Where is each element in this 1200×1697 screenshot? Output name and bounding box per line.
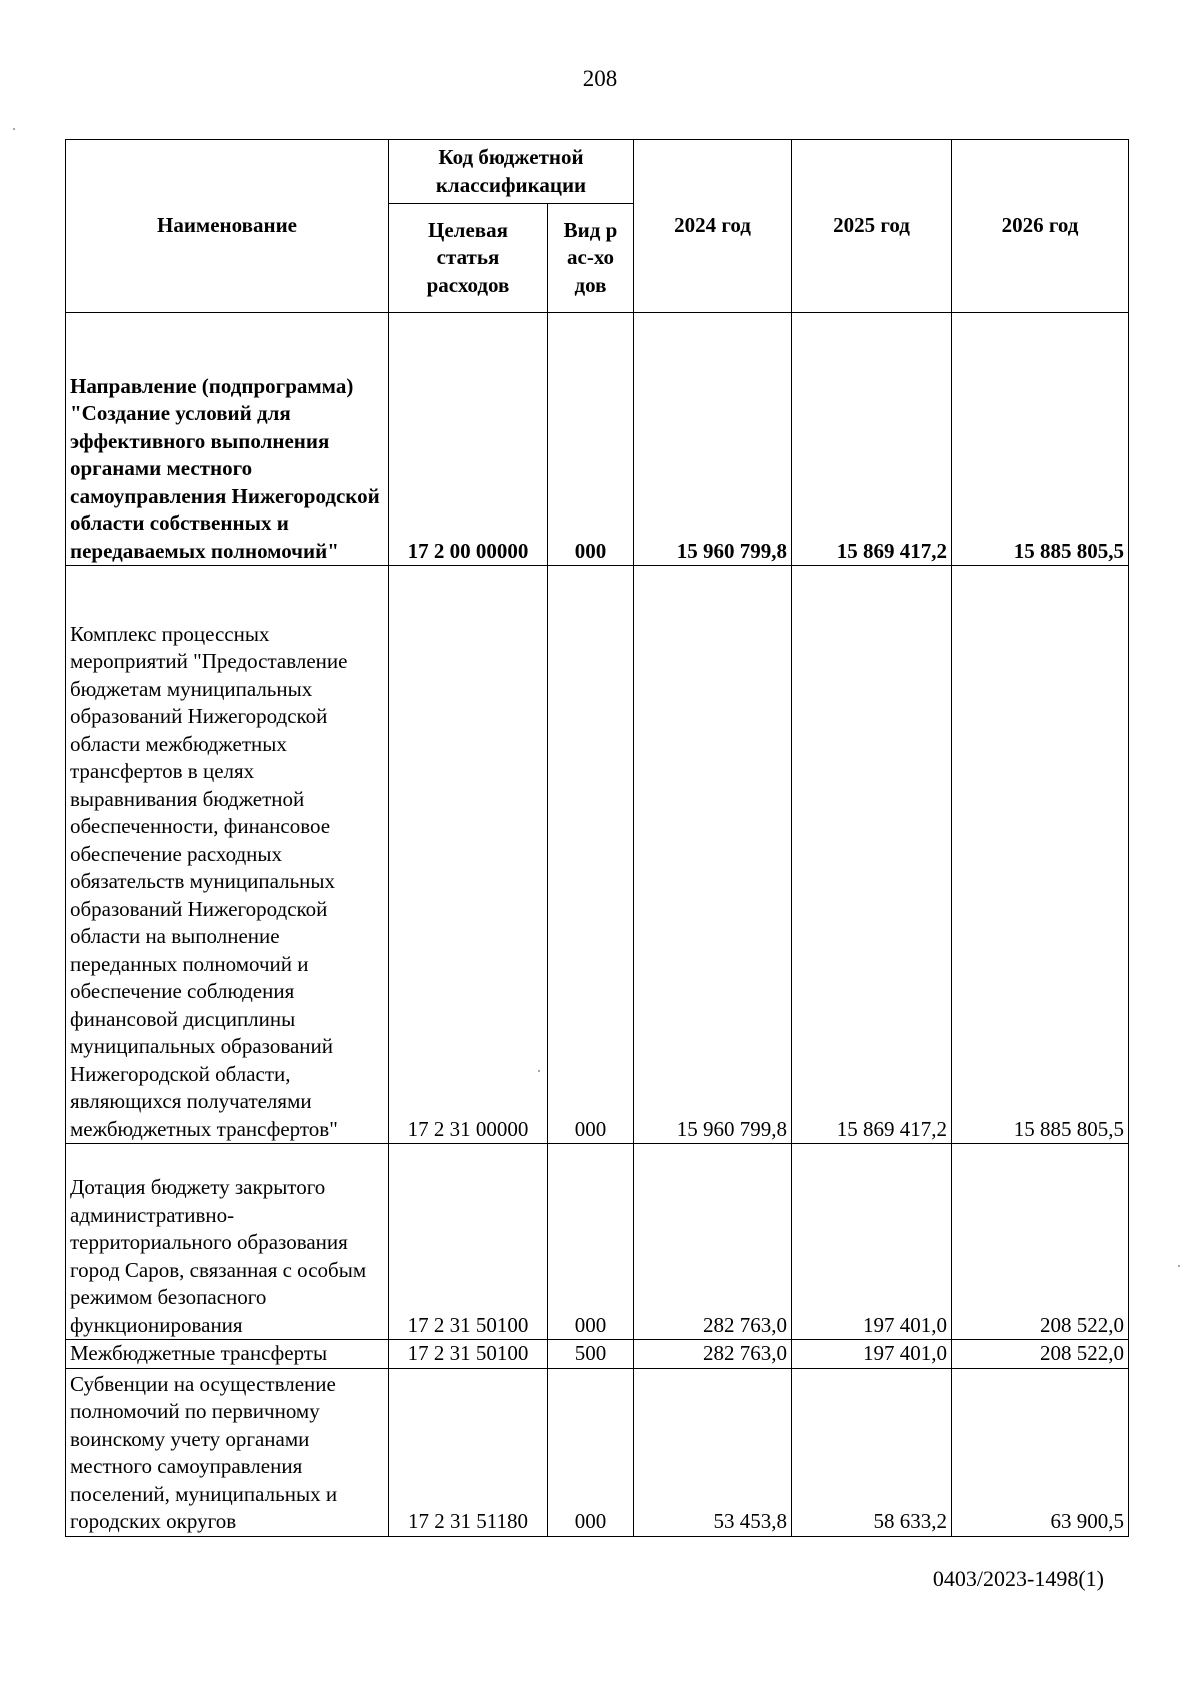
row-expense-type: 000	[548, 1144, 634, 1340]
row-2026: 15 885 805,5	[952, 566, 1129, 1144]
row-2025: 15 869 417,2	[792, 313, 952, 566]
table-row	[66, 1340, 1129, 1369]
row-expense-type: 500	[548, 1340, 634, 1369]
row-name: Дотация бюджету закрытого административно-территориального образования город Саров, связанная с особым режимом безопасного функционирования	[66, 1144, 389, 1340]
row-2026: 63 900,5	[952, 1368, 1129, 1536]
header-expense-type: Вид рас-ходов	[548, 204, 634, 313]
row-expense-type: 000	[548, 313, 634, 566]
row-expense-type: 000	[548, 1368, 634, 1536]
row-2024: 53 453,8	[634, 1368, 792, 1536]
row-2025: 58 633,2	[792, 1368, 952, 1536]
header-name: Наименование	[66, 140, 389, 313]
row-2026: 208 522,0	[952, 1340, 1129, 1369]
row-2024: 15 960 799,8	[634, 313, 792, 566]
row-2024: 282 763,0	[634, 1144, 792, 1340]
table-row	[66, 1368, 1129, 1536]
header-target-article: Целевая статья расходов	[389, 204, 548, 313]
row-name: Комплекс процессных мероприятий "Предоставление бюджетам муниципальных образований Нижегородской области межбюджетных трансфертов в целях выравнивания бюджетной обеспеченности, финансовое обеспечение расходных обязательств муниципальных образований Нижегородской области на выполнение переданных полномочий и обеспечение соблюдения финансовой дисциплины муниципальных образований Нижегородской области, являющихся получателями межбюджетных трансфертов"	[66, 566, 389, 1144]
row-target-article: 17 2 31 50100	[389, 1144, 548, 1340]
row-2024: 15 960 799,8	[634, 566, 792, 1144]
row-2024: 282 763,0	[634, 1340, 792, 1369]
row-2025: 197 401,0	[792, 1144, 952, 1340]
scan-speck	[1178, 1265, 1180, 1267]
header-year-2025: 2025 год	[792, 140, 952, 313]
row-target-article: 17 2 31 50100	[389, 1340, 548, 1369]
row-name: Межбюджетные трансферты	[66, 1340, 389, 1369]
row-2026: 208 522,0	[952, 1144, 1129, 1340]
header-row-1	[66, 140, 1129, 204]
page-number: 208	[582, 66, 618, 91]
table-row	[66, 313, 1129, 566]
header-year-2026: 2026 год	[952, 140, 1129, 313]
table-row	[66, 566, 1129, 1144]
row-target-article: 17 2 31 51180	[389, 1368, 548, 1536]
row-name: Субвенции на осуществление полномочий по первичному воинскому учету органами местного самоуправления поселений, муниципальных и городских округов	[66, 1368, 389, 1536]
row-target-article: 17 2 00 00000	[389, 313, 548, 566]
row-name: Направление (подпрограмма) "Создание условий для эффективного выполнения органами местного самоуправления Нижегородской области собственных и передаваемых полномочий"	[66, 313, 389, 566]
header-year-2024: 2024 год	[634, 140, 792, 313]
scan-speck	[13, 128, 15, 130]
row-2025: 197 401,0	[792, 1340, 952, 1369]
row-2026: 15 885 805,5	[952, 313, 1129, 566]
row-target-article: 17 2 31 00000	[389, 566, 548, 1144]
header-code-group: Код бюджетной классификации	[389, 140, 634, 204]
document-code: 0403/2023-1498(1)	[932, 1566, 1104, 1591]
row-expense-type: 000	[548, 566, 634, 1144]
budget-table	[65, 139, 1129, 1537]
row-2025: 15 869 417,2	[792, 566, 952, 1144]
table-row	[66, 1144, 1129, 1340]
